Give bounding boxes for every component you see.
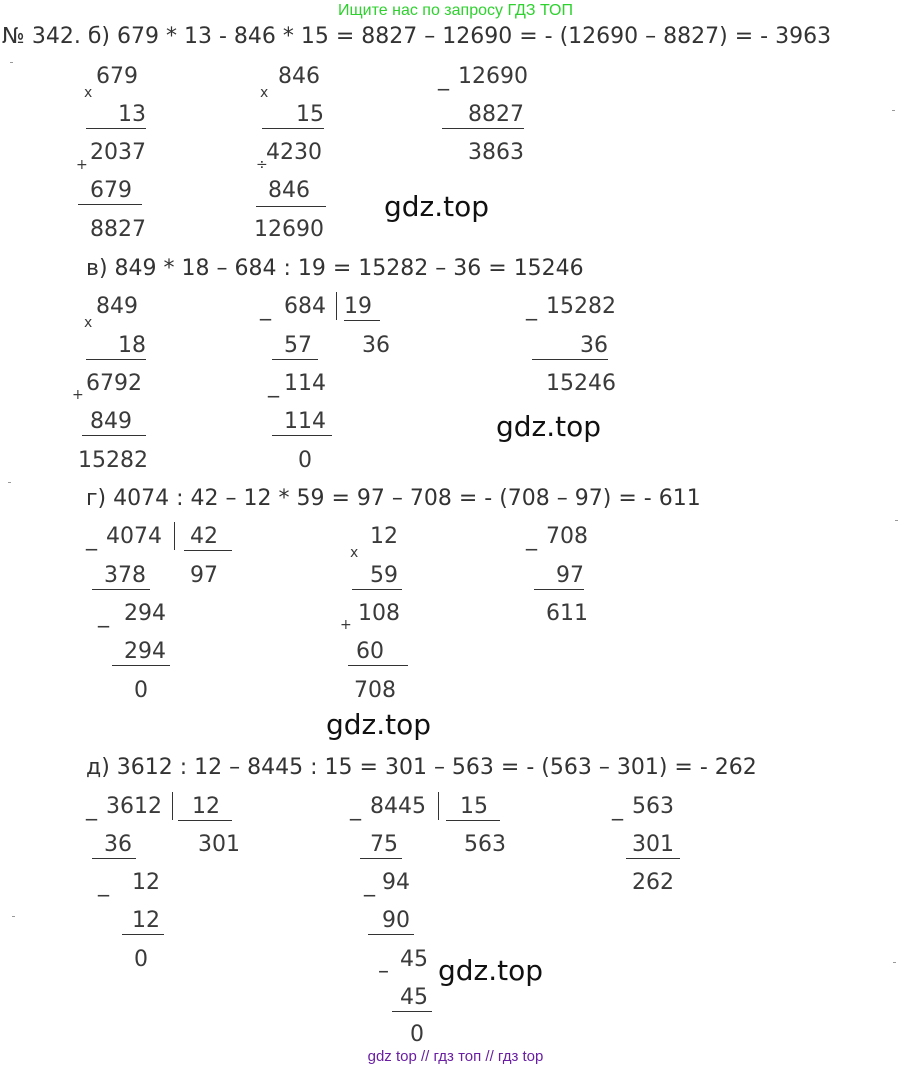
div-g-remainder: 0	[134, 678, 148, 703]
top-banner[interactable]: Ищите нас по запросу ГДЗ ТОП	[338, 2, 573, 19]
div-d1-remainder: 0	[134, 947, 148, 972]
mult-g-a: 12	[370, 524, 398, 549]
minus-sign: _	[612, 796, 623, 821]
minus-sign: _	[260, 296, 271, 321]
div-d2-step3: 90	[368, 908, 414, 935]
div-g-quotient: 97	[190, 563, 218, 588]
mult-b2-a: 846	[278, 64, 320, 89]
div-g-step1: 378	[92, 563, 150, 590]
watermark: gdz.top	[438, 954, 544, 987]
watermark: gdz.top	[326, 708, 432, 741]
scan-speck	[12, 916, 15, 917]
mult-v-result: 15282	[78, 448, 148, 473]
mult-b1-p1: 2037	[90, 140, 146, 165]
underline	[256, 206, 326, 207]
watermark: gdz.top	[384, 190, 490, 223]
sub-g-b: 97	[534, 563, 584, 590]
sub-d-result: 262	[632, 870, 674, 895]
plus-sign: +	[72, 387, 84, 403]
div-v-divisor: 19	[344, 294, 380, 321]
div-v-dividend: 684	[284, 294, 326, 319]
scan-speck	[10, 62, 13, 63]
mult-sign: x	[350, 545, 359, 561]
minus-sign: _	[98, 872, 109, 897]
div-d2-step2: 94	[382, 870, 410, 895]
plus-sign: +	[340, 617, 352, 633]
mult-sign: x	[84, 85, 93, 101]
mult-v-p2: 849	[82, 409, 146, 436]
div-g-dividend: 4074	[106, 524, 162, 549]
minus-sign: _	[364, 872, 375, 897]
equation-g: г) 4074 : 42 – 12 * 59 = 97 – 708 = - (708 – 97) = - 611	[86, 486, 701, 511]
div-d2-step1: 75	[360, 832, 402, 859]
mult-v-a: 849	[96, 294, 138, 319]
div-d1-step3: 12	[122, 908, 164, 935]
mult-b2-p1: 4230	[266, 140, 322, 165]
plus-sign: +	[76, 157, 88, 173]
sub-b-b: 8827	[442, 102, 524, 129]
equation-v: в) 849 * 18 – 684 : 19 = 15282 – 36 = 15246	[86, 256, 584, 281]
div-v-quotient: 36	[362, 333, 390, 358]
bottom-banner[interactable]: gdz top // гдз топ // гдз top	[367, 1048, 544, 1065]
minus-sign: _	[526, 526, 537, 551]
dash-sign: –	[378, 959, 389, 984]
mult-b1-result: 8827	[90, 217, 146, 242]
minus-sign: _	[526, 296, 537, 321]
equation-b: № 342. б) 679 * 13 - 846 * 15 = 8827 – 12690 = - (12690 – 8827) = - 3963	[2, 24, 832, 49]
div-d1-step1: 36	[92, 832, 136, 859]
mult-b2-result: 12690	[254, 217, 324, 242]
division-bar	[336, 292, 337, 320]
division-bar	[174, 522, 175, 550]
div-d2-dividend: 8445	[370, 794, 426, 819]
mult-b1-a: 679	[96, 64, 138, 89]
sub-d-a: 563	[632, 794, 674, 819]
div-d2-step5: 45	[392, 985, 432, 1012]
minus-sign: _	[86, 796, 97, 821]
mult-g-result: 708	[354, 678, 396, 703]
div-d2-remainder: 0	[410, 1022, 424, 1047]
div-v-step3: 114	[272, 409, 332, 436]
scan-speck	[893, 962, 896, 963]
div-d1-step2: 12	[132, 870, 160, 895]
minus-sign: _	[268, 373, 279, 398]
div-g-divisor: 42	[184, 524, 232, 551]
division-bar	[438, 792, 439, 820]
division-bar	[172, 792, 173, 820]
mult-v-b: 18	[86, 333, 146, 360]
sub-v-result: 15246	[546, 371, 616, 396]
sub-b-a: 12690	[458, 64, 528, 89]
minus-sign: _	[86, 526, 97, 551]
div-d2-divisor: 15	[446, 794, 500, 821]
watermark: gdz.top	[496, 410, 602, 443]
sub-v-a: 15282	[546, 294, 616, 319]
scan-speck	[8, 482, 11, 483]
sub-d-b: 301	[626, 832, 680, 859]
mult-g-p2: 60	[348, 639, 408, 666]
equation-d: д) 3612 : 12 – 8445 : 15 = 301 – 563 = - (563 – 301) = - 262	[86, 755, 757, 780]
div-v-step1: 57	[272, 333, 318, 360]
mult-g-p1: 108	[358, 601, 400, 626]
div-g-step2: 294	[124, 601, 166, 626]
mult-sign: x	[260, 85, 269, 101]
sub-g-a: 708	[546, 524, 588, 549]
div-g-step3: 294	[112, 639, 170, 666]
mult-b1-p2: 679	[78, 178, 142, 205]
mult-g-b: 59	[352, 563, 402, 590]
scan-speck	[895, 520, 898, 521]
div-d2-quotient: 563	[464, 832, 506, 857]
scan-speck	[892, 110, 895, 111]
div-d1-quotient: 301	[198, 832, 240, 857]
minus-sign: _	[438, 66, 449, 91]
mult-v-p1: 6792	[86, 371, 142, 396]
mult-sign: x	[84, 315, 93, 331]
div-d1-dividend: 3612	[106, 794, 162, 819]
mult-b2-p2: 846	[268, 178, 310, 203]
sub-v-b: 36	[532, 333, 608, 360]
minus-sign: _	[350, 796, 361, 821]
sub-b-result: 3863	[468, 140, 524, 165]
mult-b2-b: 15	[262, 102, 324, 129]
div-d2-step4: 45	[400, 947, 428, 972]
sub-g-result: 611	[546, 601, 588, 626]
div-d1-divisor: 12	[178, 794, 232, 821]
div-v-remainder: 0	[298, 448, 312, 473]
mult-b1-b: 13	[86, 102, 146, 129]
plus-minus-sign: ÷	[256, 157, 268, 173]
div-v-step2: 114	[284, 371, 326, 396]
minus-sign: _	[98, 603, 109, 628]
